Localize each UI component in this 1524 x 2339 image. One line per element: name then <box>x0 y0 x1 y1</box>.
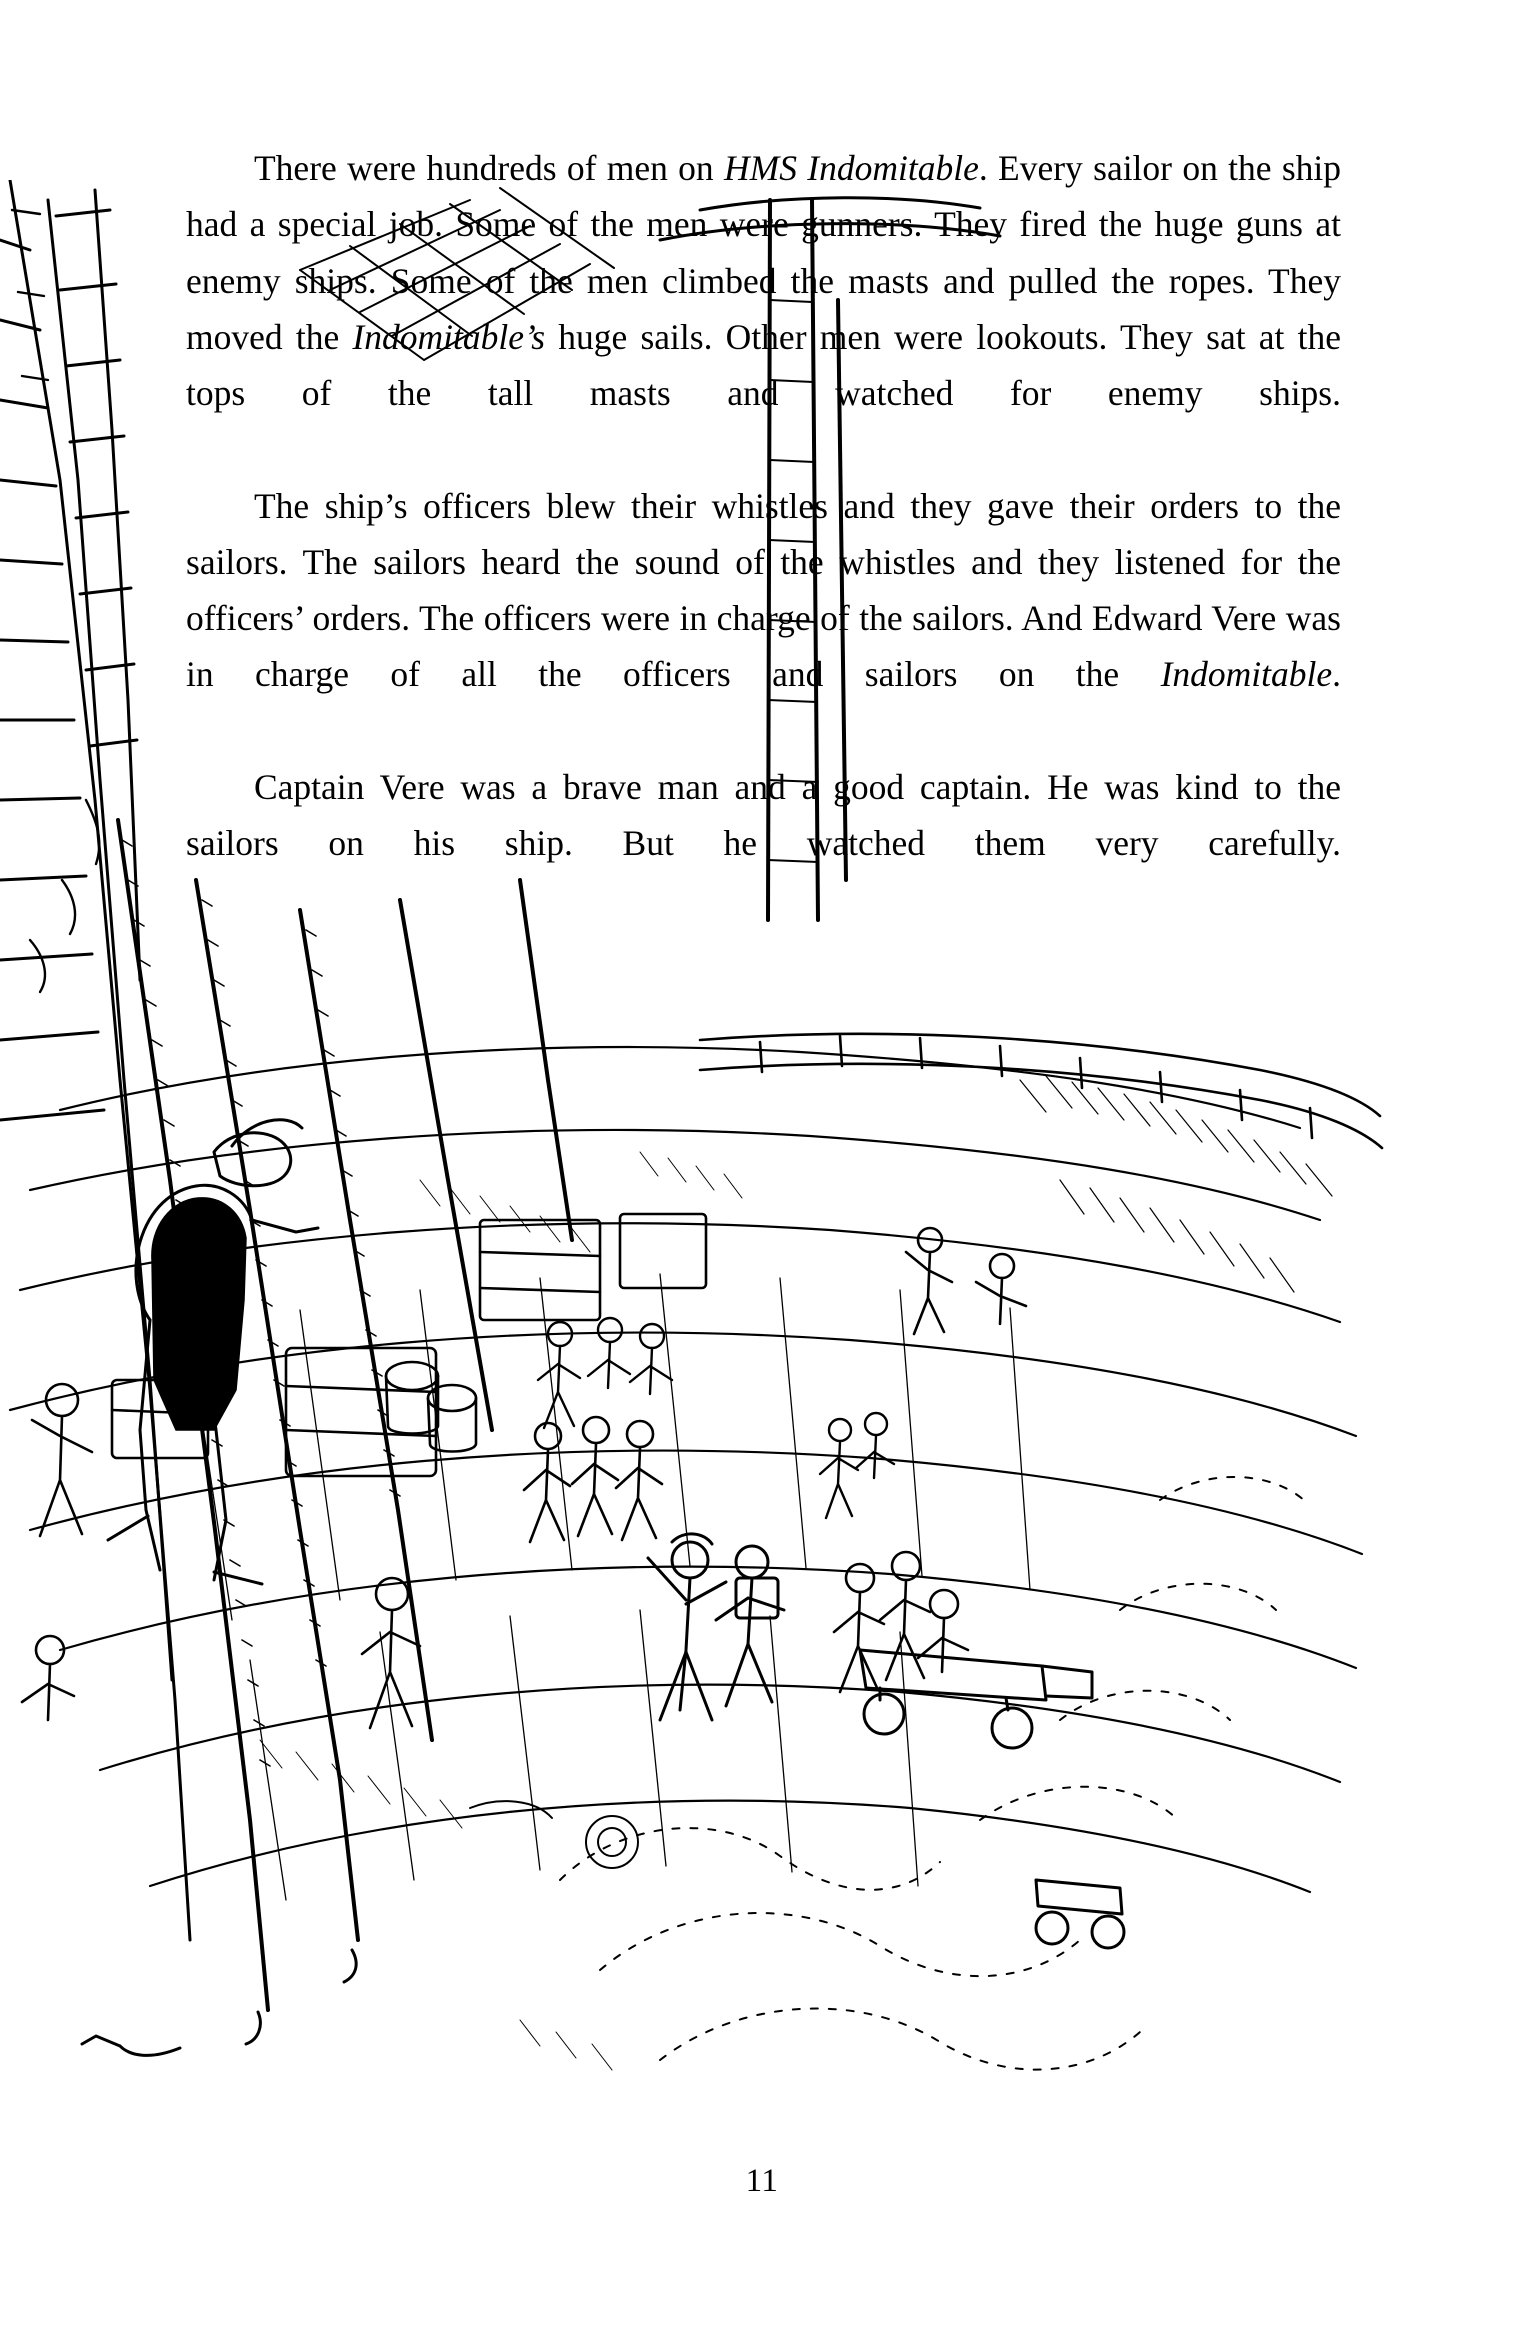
paragraph-1 <box>186 140 1341 478</box>
paragraph-3-run-1: Captain Vere was a brave man and a good captain. He was kind to the sailors on his ship. But he watched them very carefully. <box>186 766 1341 864</box>
paragraph-2-run-1: The ship’s officers blew their whistles and they gave their orders to the sailors. The sailors heard the sound of the whistles and they listened for the officers’ orders. The officers were in charge of the sailors. And Edward Vere was in charge of all the officers and sailors on the <box>186 485 1341 695</box>
paragraph-2-run-2-italic: Indomitable <box>1160 654 1333 695</box>
paragraph-1-run-4-italic: Indomitable’s <box>352 316 546 357</box>
paragraph-1-run-2-italic: HMS Indomitable <box>724 148 979 188</box>
body-text <box>186 140 1341 928</box>
paragraph-1-run-1: There were hundreds of men on <box>254 148 724 188</box>
paragraph-2-run-3: . <box>1332 654 1341 695</box>
paragraph-1-run-5: huge sails. Other men were lookouts. They sat at the tops of the tall masts and watched for enemy ships. <box>186 316 1341 414</box>
paragraph-1-run-3: . Every sailor on the ship had a special job. Some of the men were gunners. They fired the huge guns at enemy ships. Some of the men climbed the masts and pulled the ropes. They moved the <box>186 148 1342 357</box>
paragraph-3 <box>186 759 1341 928</box>
page-number: 11 <box>745 2163 779 2199</box>
paragraph-2 <box>186 478 1341 759</box>
